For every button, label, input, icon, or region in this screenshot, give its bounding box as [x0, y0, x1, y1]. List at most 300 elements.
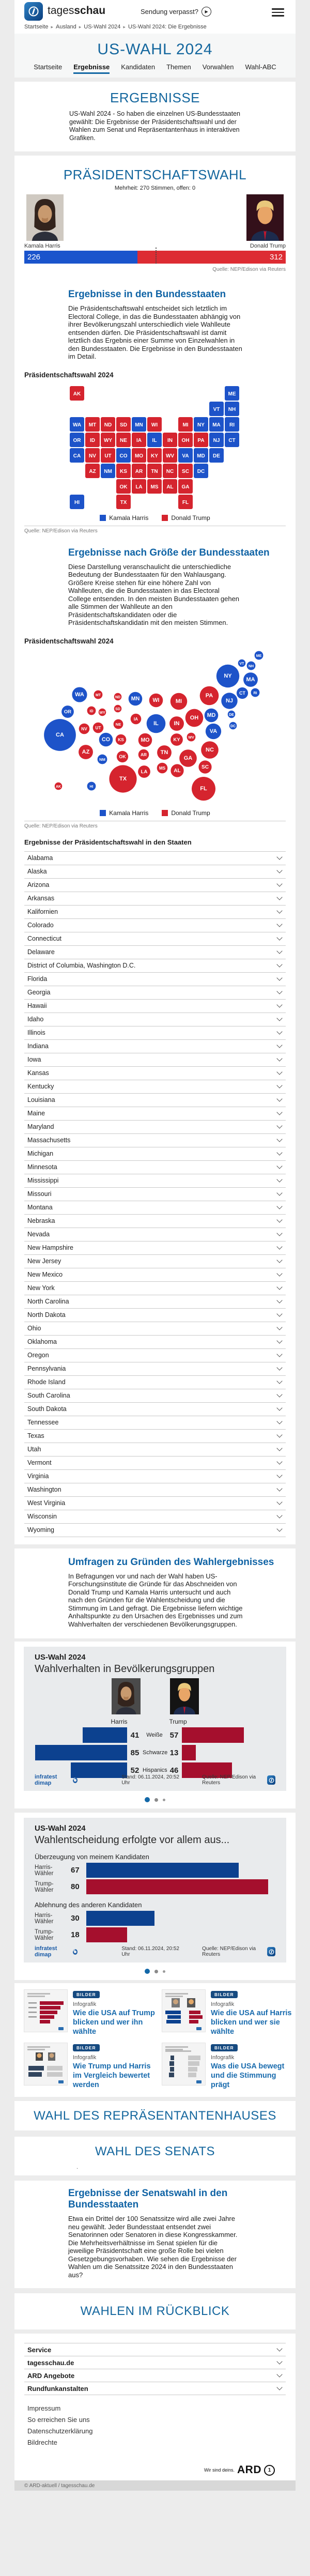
- bubble-legend: [14, 809, 296, 817]
- state-bubble-OK[interactable]: [117, 750, 128, 762]
- svg-text:NH: NH: [228, 406, 236, 412]
- state-accordion-row[interactable]: [24, 1456, 286, 1470]
- state-tile-CO[interactable]: [116, 448, 131, 463]
- chevron-down-icon: [276, 1297, 282, 1303]
- state-bubble-CO[interactable]: [99, 732, 113, 746]
- state-tile-AK[interactable]: [70, 386, 84, 401]
- state-tile-HI[interactable]: [70, 495, 84, 509]
- state-accordion-row[interactable]: [24, 1309, 286, 1322]
- legend-label: Kamala Harris: [109, 514, 149, 522]
- state-accordion-row[interactable]: [24, 1349, 286, 1362]
- state-accordion-row[interactable]: [24, 1040, 286, 1053]
- chevron-down-icon: [276, 1364, 282, 1370]
- state-tile-MS[interactable]: [147, 479, 162, 494]
- state-tile-KY[interactable]: [147, 448, 162, 463]
- state-bubble-FL[interactable]: [192, 776, 215, 800]
- state-accordion-row[interactable]: [24, 1053, 286, 1067]
- footer-accordion-tagesschau-de[interactable]: [24, 2356, 286, 2369]
- state-tile-OH[interactable]: [178, 433, 193, 447]
- brand-light: tages: [48, 5, 74, 17]
- state-tile-TN[interactable]: [147, 464, 162, 478]
- state-accordion-row[interactable]: [24, 1026, 286, 1040]
- state-tile-UT[interactable]: [101, 448, 115, 463]
- state-accordion-row[interactable]: [24, 1215, 286, 1228]
- trump-photo-label: Trump: [169, 1718, 187, 1725]
- state-accordion-row[interactable]: [24, 892, 286, 906]
- harris-photo: [24, 194, 66, 241]
- state-bubble-ND[interactable]: [114, 693, 122, 700]
- state-tile-FL[interactable]: [178, 495, 193, 509]
- group-label: Schwarze: [143, 1750, 168, 1756]
- teaser-headline[interactable]: Wie die USA auf Trump blicken und wer ihn wählte: [73, 2009, 155, 2036]
- state-bubble-VA[interactable]: [206, 723, 221, 739]
- state-accordion-label: Rhode Island: [27, 1378, 66, 1386]
- svg-text:MI: MI: [175, 698, 182, 704]
- state-bubble-DE[interactable]: [228, 710, 236, 718]
- source-note: Quelle: NEP/Edison via Reuters: [212, 267, 286, 272]
- map-legend-item: [100, 514, 148, 522]
- size-heading[interactable]: Ergebnisse nach Größe der Bundesstaaten: [68, 547, 270, 558]
- teaser-kicker: Infografik: [73, 2001, 97, 2007]
- state-tile-IL[interactable]: [147, 433, 162, 447]
- voter-value: 18: [71, 1930, 80, 1939]
- state-bubble-OH[interactable]: [185, 709, 204, 727]
- state-accordion-label: Colorado: [27, 922, 54, 929]
- state-accordion-row[interactable]: [24, 1322, 286, 1336]
- state-tile-AL[interactable]: [163, 479, 177, 494]
- state-accordion-label: South Carolina: [27, 1392, 70, 1399]
- carousel-dot-active[interactable]: [145, 1969, 150, 1974]
- chevron-down-icon: [276, 1284, 282, 1290]
- svg-text:UT: UT: [104, 453, 112, 459]
- state-accordion-row[interactable]: [24, 932, 286, 946]
- state-tile-DE[interactable]: [209, 448, 224, 463]
- chart2-footer: [35, 1945, 275, 1958]
- state-bubble-AL[interactable]: [171, 764, 183, 777]
- svg-text:AK: AK: [55, 785, 61, 789]
- state-tile-WV[interactable]: [163, 448, 177, 463]
- state-accordion-row[interactable]: [24, 1067, 286, 1080]
- carousel-dot-active[interactable]: [145, 1797, 150, 1802]
- svg-text:VT: VT: [239, 662, 244, 666]
- svg-text:MD: MD: [197, 453, 205, 459]
- state-tile-TX[interactable]: [116, 495, 131, 509]
- teaser-kicker: Infografik: [211, 2001, 235, 2007]
- state-bubble-MT[interactable]: [94, 690, 103, 699]
- state-accordion-row[interactable]: [24, 1174, 286, 1188]
- teaser-trump-profile[interactable]: [24, 1989, 156, 2036]
- state-bubble-ID[interactable]: [87, 706, 96, 715]
- state-accordion-row[interactable]: [24, 1295, 286, 1309]
- chevron-down-icon: [276, 1055, 282, 1061]
- umfragen-heading[interactable]: Umfragen zu Gründen des Wahlergebnisses: [68, 1556, 274, 1568]
- footer-accordion-ard-angebote[interactable]: [24, 2369, 286, 2382]
- state-bubble-NJ[interactable]: [221, 693, 237, 709]
- teaser-headline[interactable]: Was die USA bewegt und die Stimmung prägt: [211, 2062, 285, 2089]
- state-tile-DC[interactable]: [194, 464, 208, 478]
- state-bubble-VT[interactable]: [238, 659, 246, 667]
- state-bubble-GA[interactable]: [179, 749, 197, 767]
- carousel-dot[interactable]: [163, 1970, 165, 1973]
- state-bubble-DC[interactable]: [229, 722, 237, 729]
- chevron-down-icon: [276, 908, 282, 913]
- svg-text:DE: DE: [229, 713, 234, 717]
- state-accordion-row[interactable]: [24, 1443, 286, 1456]
- state-tile-NV[interactable]: [85, 448, 100, 463]
- state-tile-CT[interactable]: [225, 433, 239, 447]
- trump-bar: [182, 1727, 244, 1743]
- state-bubble-WY[interactable]: [99, 708, 106, 716]
- state-accordion-row[interactable]: [24, 1483, 286, 1497]
- state-accordion-row[interactable]: [24, 1524, 286, 1537]
- state-accordion-row[interactable]: [24, 1510, 286, 1524]
- senatswahl-heading[interactable]: Ergebnisse der Senatswahl in den Bundesstaaten: [68, 2188, 228, 2210]
- state-bubble-NC[interactable]: [201, 741, 219, 759]
- state-accordion-row[interactable]: [24, 1376, 286, 1389]
- state-accordion-row[interactable]: [24, 1147, 286, 1161]
- state-bubble-WI[interactable]: [149, 693, 163, 707]
- state-accordion-row[interactable]: [24, 1268, 286, 1282]
- tab-startseite[interactable]: Startseite: [34, 63, 63, 71]
- state-accordion-row[interactable]: [24, 1188, 286, 1201]
- state-tile-NH[interactable]: [225, 402, 239, 416]
- demographics-chart: [24, 1647, 286, 1791]
- state-tile-GA[interactable]: [178, 479, 193, 494]
- state-bubble-MO[interactable]: [138, 733, 152, 747]
- chart1-footer: [35, 1774, 275, 1786]
- praesidentschaftswahl-title: PRÄSIDENTSCHAFTSWAHL: [63, 167, 247, 182]
- state-accordion-row[interactable]: [24, 879, 286, 892]
- svg-text:NV: NV: [81, 726, 87, 731]
- state-tile-VT[interactable]: [209, 402, 224, 416]
- state-accordion-row[interactable]: [24, 1416, 286, 1430]
- teaser-headline[interactable]: Wie die USA auf Harris blicken und wer sie wählte: [211, 2009, 292, 2036]
- state-accordion-row[interactable]: [24, 946, 286, 959]
- electoral-bar: [24, 251, 286, 264]
- state-tile-CA[interactable]: [70, 448, 84, 463]
- svg-text:NY: NY: [197, 422, 205, 428]
- state-accordion-label: Washington: [27, 1486, 61, 1493]
- state-accordion-row[interactable]: [24, 1094, 286, 1107]
- praesidentschaftswahl-card: [14, 156, 296, 1544]
- state-accordion-row[interactable]: [24, 1241, 286, 1255]
- repraesentantenhaus-title: WAHL DES REPRÄSENTANTENHAUSES: [34, 2109, 276, 2123]
- bilder-badge: BILDER: [211, 1991, 238, 1998]
- svg-text:MO: MO: [134, 453, 144, 459]
- state-tile-OR[interactable]: [70, 433, 84, 447]
- brand-wordmark[interactable]: [48, 5, 105, 17]
- svg-text:PA: PA: [197, 437, 205, 443]
- svg-text:MI: MI: [182, 422, 189, 428]
- states-result-heading[interactable]: Ergebnisse in den Bundesstaaten: [68, 289, 226, 300]
- state-tile-MA[interactable]: [209, 417, 224, 432]
- infratest-dimap-logo: infratest dimap: [35, 1774, 78, 1786]
- state-accordion-row[interactable]: [24, 1255, 286, 1268]
- state-tile-VA[interactable]: [178, 448, 193, 463]
- state-tile-NE[interactable]: [116, 433, 131, 447]
- state-tile-OK[interactable]: [116, 479, 131, 494]
- voter-label: Harris-Wähler: [35, 1912, 54, 1925]
- footer-link-datenschutzerkl-rung[interactable]: Datenschutzerklärung: [27, 2427, 93, 2435]
- state-accordion-row[interactable]: [24, 959, 286, 973]
- decision-row: [35, 1863, 275, 1878]
- sendung-verpasst-link[interactable]: [141, 7, 211, 17]
- teaser-thumbnail: [162, 1989, 206, 2032]
- chevron-down-icon: [276, 1190, 282, 1195]
- breadcrumb-item[interactable]: Startseite: [24, 24, 49, 30]
- svg-text:IN: IN: [174, 720, 180, 727]
- state-accordion-row[interactable]: [24, 1470, 286, 1483]
- teaser-mood[interactable]: [162, 2043, 293, 2090]
- state-tile-MD[interactable]: [194, 448, 208, 463]
- trump-name: Donald Trump: [250, 243, 286, 249]
- state-tile-SC[interactable]: [178, 464, 193, 478]
- state-bubble-AK[interactable]: [55, 782, 63, 790]
- state-bubble-MS[interactable]: [157, 762, 168, 773]
- state-accordion-label: Texas: [27, 1432, 44, 1439]
- state-bubble-LA[interactable]: [138, 765, 150, 778]
- teaser-headline[interactable]: Wie Trump und Harris im Vergleich bewertet werden: [73, 2062, 151, 2089]
- footer-accordion-label: ARD Angebote: [27, 2371, 75, 2380]
- chevron-down-icon: [276, 1109, 282, 1115]
- state-tile-IA[interactable]: [132, 433, 146, 447]
- state-accordion-row[interactable]: [24, 865, 286, 879]
- trump-bar: [86, 1927, 127, 1942]
- state-bubble-NE[interactable]: [114, 719, 123, 729]
- state-bubble-IA[interactable]: [131, 713, 142, 724]
- tab-themen[interactable]: Themen: [166, 63, 191, 71]
- svg-text:NC: NC: [166, 468, 174, 474]
- svg-text:WY: WY: [99, 711, 105, 715]
- state-bubble-KY[interactable]: [171, 733, 183, 746]
- state-tile-LA[interactable]: [132, 479, 146, 494]
- state-tile-KS[interactable]: [116, 464, 131, 478]
- svg-text:ID: ID: [90, 437, 95, 443]
- state-accordion-row[interactable]: [24, 973, 286, 986]
- state-accordion-row[interactable]: [24, 1013, 286, 1026]
- state-bubble-MI[interactable]: [171, 693, 188, 710]
- state-accordion-row[interactable]: [24, 1121, 286, 1134]
- teaser-profile-compare[interactable]: [162, 1989, 293, 2036]
- svg-text:MA: MA: [246, 676, 255, 683]
- footer-accordion-service[interactable]: [24, 2343, 286, 2356]
- state-bubble-AZ[interactable]: [79, 745, 93, 759]
- site-footer: [14, 2334, 296, 2491]
- state-bubble-IL[interactable]: [147, 714, 166, 733]
- chevron-down-icon: [276, 961, 282, 967]
- state-tile-NC[interactable]: [163, 464, 177, 478]
- svg-text:ND: ND: [115, 695, 121, 699]
- carousel-dot[interactable]: [154, 1970, 158, 1973]
- ergebnisse-title: ERGEBNISSE: [110, 90, 200, 105]
- voter-value: 30: [71, 1914, 80, 1923]
- state-bubble-CT[interactable]: [237, 687, 248, 698]
- state-bubble-HI[interactable]: [87, 781, 96, 790]
- state-bubble-NM[interactable]: [98, 754, 107, 764]
- harris-bar-zone: [35, 1745, 127, 1760]
- state-bubble-TN[interactable]: [157, 745, 172, 760]
- state-bubble-WA[interactable]: [72, 687, 87, 702]
- tab-wahl-abc[interactable]: Wahl-ABC: [245, 63, 276, 71]
- svg-text:OH: OH: [181, 437, 190, 443]
- state-tile-NJ[interactable]: [209, 433, 224, 447]
- footer-link-bildrechte[interactable]: Bildrechte: [27, 2438, 57, 2446]
- state-tile-MT[interactable]: [85, 417, 100, 432]
- state-accordion-label: Utah: [27, 1446, 41, 1453]
- svg-text:MS: MS: [150, 484, 159, 490]
- tab-kandidaten[interactable]: Kandidaten: [121, 63, 156, 71]
- chevron-down-icon: [276, 2371, 282, 2377]
- harris-value: 41: [130, 1730, 140, 1740]
- harris-bar-segment[interactable]: [24, 251, 137, 264]
- state-tile-MO[interactable]: [132, 448, 146, 463]
- harris-bar: [86, 1863, 239, 1878]
- state-bubble-UT[interactable]: [93, 722, 104, 733]
- state-accordion-row[interactable]: [24, 1497, 286, 1510]
- state-accordion-row[interactable]: [24, 1403, 286, 1416]
- chevron-down-icon: [276, 1270, 282, 1276]
- chevron-down-icon: [276, 1499, 282, 1505]
- footer-link-so-erreichen-sie-uns[interactable]: So erreichen Sie uns: [27, 2415, 90, 2424]
- state-bubble-SC[interactable]: [198, 760, 211, 773]
- state-tile-RI[interactable]: [225, 417, 239, 432]
- state-tile-ID[interactable]: [85, 433, 100, 447]
- page-title: US-WAHL 2024: [97, 41, 213, 58]
- state-accordion-row[interactable]: [24, 1336, 286, 1349]
- state-tile-WA[interactable]: [70, 417, 84, 432]
- state-bubble-MA[interactable]: [243, 672, 258, 687]
- svg-text:ID: ID: [89, 709, 94, 713]
- state-bubble-SD[interactable]: [114, 704, 122, 712]
- state-bubble-RI[interactable]: [251, 688, 260, 697]
- state-tile-AR[interactable]: [132, 464, 146, 478]
- state-tile-IN[interactable]: [163, 433, 177, 447]
- brand-bold: schau: [74, 5, 106, 17]
- state-accordion-label: Louisiana: [27, 1096, 55, 1103]
- state-bubble-ME[interactable]: [255, 651, 264, 660]
- state-accordion-label: Indiana: [27, 1042, 49, 1050]
- states-result-text: Die Präsidentschaftswahl entscheidet sich letztlich im Electoral College, in das die Bundesstaaten abhängig von ihrer Bevölkerungszahl unterschiedlich viele Wahlleute entsenden dürfen. Die Präsidentschaftswahl ist damit letztlich das Ergebnis einer Summe von Einzelwahlen in den Bundesstaaten. Die Ergebnisse in den Bundesstaaten im Detail.: [68, 304, 242, 360]
- state-bubble-NV[interactable]: [79, 723, 90, 734]
- state-accordion-row[interactable]: [24, 1107, 286, 1121]
- chart1-title: Wahlverhalten in Bevölkerungsgruppen: [35, 1663, 215, 1675]
- state-accordion-row[interactable]: [24, 1134, 286, 1147]
- state-accordion-row[interactable]: [24, 986, 286, 1000]
- state-tile-SD[interactable]: [116, 417, 131, 432]
- state-accordion-label: Vermont: [27, 1459, 52, 1466]
- senatswahl-text: Etwa ein Drittel der 100 Senatssitze wird alle zwei Jahre neu gewählt. Jeder Bundesstaat entsendet zwei Senatorinnen oder Senatoren in diese Kongresskammer. Die Mehrheitsverhältnisse im Senat spielen für die jeweilige Präsidentschaft eine große Rolle bei vielen Gesetzgebungsvorhaben. Wie sehen die Ergebnisse der Wahlen um die Senatssitze 2024 in den Bundesstaaten aus?: [68, 2215, 238, 2279]
- state-accordion-row[interactable]: [24, 1282, 286, 1295]
- state-bubble-WV[interactable]: [187, 732, 196, 741]
- tab-ergebnisse[interactable]: Ergebnisse: [73, 63, 110, 74]
- chevron-down-icon: [276, 1472, 282, 1478]
- state-tile-MI[interactable]: [178, 417, 193, 432]
- state-accordion-row[interactable]: [24, 1080, 286, 1094]
- state-accordion-row[interactable]: [24, 852, 286, 865]
- chevron-down-icon: [276, 1002, 282, 1007]
- state-accordion-row[interactable]: [24, 919, 286, 932]
- state-accordion-row[interactable]: [24, 1000, 286, 1013]
- state-bubble-KS[interactable]: [116, 734, 127, 745]
- state-tile-ND[interactable]: [101, 417, 115, 432]
- chevron-down-icon: [276, 894, 282, 900]
- footer-link-impressum[interactable]: Impressum: [27, 2404, 61, 2412]
- state-bubble-CA[interactable]: [44, 719, 76, 751]
- state-tile-NM[interactable]: [101, 464, 115, 478]
- chevron-down-icon: [276, 1136, 282, 1142]
- state-tile-ME[interactable]: [225, 386, 239, 401]
- chevron-down-icon: [276, 1163, 282, 1169]
- carousel-dot[interactable]: [154, 1798, 158, 1802]
- svg-text:AR: AR: [135, 468, 143, 474]
- trump-bar-segment[interactable]: [137, 251, 286, 264]
- state-bubble-TX[interactable]: [109, 765, 136, 792]
- state-accordion-row[interactable]: [24, 1228, 286, 1241]
- chart2-kicker: US-Wahl 2024: [35, 1824, 86, 1833]
- state-accordion-row[interactable]: [24, 1362, 286, 1376]
- teaser-rating-compare[interactable]: [24, 2043, 156, 2090]
- trump-photo-small: [169, 1708, 199, 1716]
- chevron-down-icon: [276, 1257, 282, 1263]
- svg-text:AR: AR: [141, 752, 147, 757]
- state-tile-NY[interactable]: [194, 417, 208, 432]
- harris-photo-label: Harris: [111, 1718, 128, 1725]
- state-bubble-MD[interactable]: [205, 708, 219, 722]
- teaser-info: [73, 1989, 156, 2036]
- state-accordion-label: New Mexico: [27, 1271, 63, 1278]
- state-bubble-PA[interactable]: [200, 686, 219, 705]
- state-accordion-row[interactable]: [24, 906, 286, 919]
- state-tile-WY[interactable]: [101, 433, 115, 447]
- state-accordion-row[interactable]: [24, 1161, 286, 1174]
- state-accordion-label: Connecticut: [27, 935, 62, 942]
- breadcrumb-item[interactable]: Ausland: [56, 24, 76, 30]
- breadcrumb-item[interactable]: US-Wahl 2024: Die Ergebnisse: [128, 24, 207, 30]
- menu-icon[interactable]: [272, 8, 284, 19]
- copyright-text: © ARD-aktuell / tagesschau.de: [24, 2482, 95, 2489]
- state-bubble-NH[interactable]: [247, 661, 256, 670]
- footer-accordion-rundfunkanstalten[interactable]: [24, 2382, 286, 2395]
- state-tile-AZ[interactable]: [85, 464, 100, 478]
- state-bubble-NY[interactable]: [216, 664, 239, 687]
- tab-vorwahlen[interactable]: Vorwahlen: [202, 63, 234, 71]
- state-accordion-list: [24, 851, 286, 1537]
- carousel-dot[interactable]: [163, 1799, 165, 1801]
- state-bubble-OR[interactable]: [61, 706, 74, 718]
- state-tile-MN[interactable]: [132, 417, 146, 432]
- footer-accordion-label: Rundfunkanstalten: [27, 2384, 88, 2393]
- svg-text:ME: ME: [256, 654, 262, 658]
- state-bubble-AR[interactable]: [138, 749, 149, 760]
- chevron-down-icon: [276, 1176, 282, 1182]
- state-tile-WI[interactable]: [147, 417, 162, 432]
- breadcrumb-item[interactable]: US-Wahl 2024: [84, 24, 121, 30]
- state-accordion-row[interactable]: [24, 1430, 286, 1443]
- state-accordion-label: Minnesota: [27, 1163, 57, 1171]
- tagesschau-logo-icon[interactable]: [24, 2, 43, 21]
- svg-text:NM: NM: [99, 757, 105, 762]
- state-accordion-row[interactable]: [24, 1201, 286, 1215]
- svg-text:MO: MO: [141, 737, 150, 743]
- state-accordion-label: South Dakota: [27, 1405, 67, 1413]
- state-bubble-MN[interactable]: [129, 692, 143, 706]
- chevron-down-icon: [276, 1244, 282, 1249]
- state-bubble-IN[interactable]: [169, 716, 184, 731]
- state-accordion-row[interactable]: [24, 1389, 286, 1403]
- state-tile-PA[interactable]: [194, 433, 208, 447]
- chart2-title: Wahlentscheidung erfolgte vor allem aus...: [35, 1834, 230, 1846]
- harris-name: Kamala Harris: [24, 243, 60, 249]
